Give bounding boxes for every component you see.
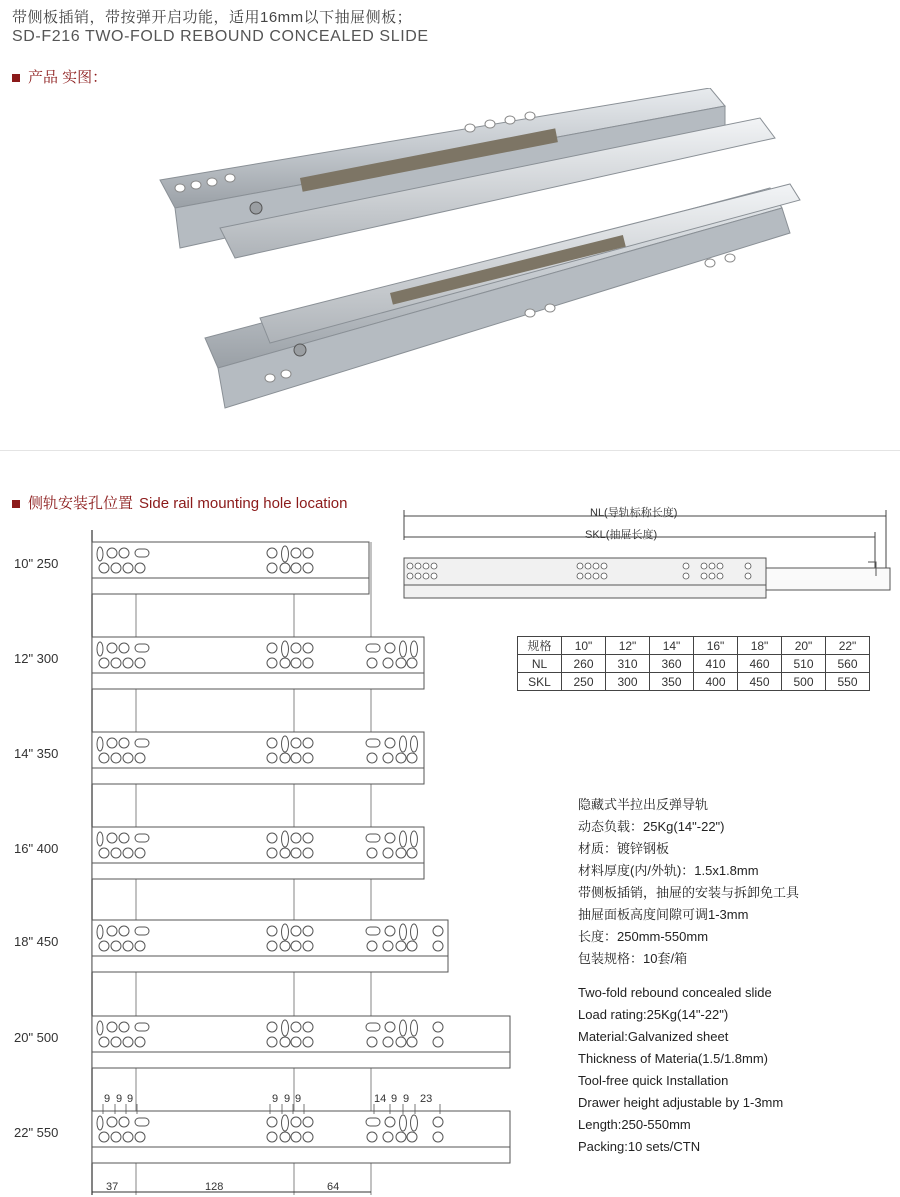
mount-hole (303, 1037, 313, 1047)
rail-outline (92, 920, 448, 956)
mount-hole (123, 1132, 133, 1142)
mount-hole (385, 1117, 395, 1127)
mount-slot (366, 834, 380, 842)
mount-hole (99, 658, 109, 668)
dim-9-d: 9 (272, 1093, 279, 1105)
mount-slot (366, 1023, 380, 1031)
spec-table (517, 636, 870, 691)
mount-hole (303, 658, 313, 668)
rail-lower (92, 673, 424, 689)
mount-hole (119, 1022, 129, 1032)
mount-hole (267, 848, 277, 858)
table-row (518, 637, 870, 655)
mount-hole (291, 738, 301, 748)
product-title-cn: 带侧板插销，带按弹开启功能，适用16mm以下抽屉侧板； (12, 9, 413, 26)
mount-slot (135, 1023, 149, 1031)
product-photo (150, 88, 810, 418)
dim-9-b: 9 (116, 1093, 123, 1105)
dim-14: 14 (374, 1093, 387, 1105)
mount-slot (97, 832, 103, 846)
mount-hole (267, 643, 277, 653)
dim-9-g: 9 (391, 1093, 398, 1105)
feature-line: Packing:10 sets/CTN (578, 1139, 701, 1154)
mount-slot (400, 1115, 407, 1131)
table-header-cell: 14" (650, 637, 694, 655)
mount-hole (135, 563, 145, 573)
mount-hole (267, 1037, 277, 1047)
mount-hole (367, 941, 377, 951)
mount-slot (282, 1020, 289, 1036)
rail-size-label: 20" 500 (14, 1030, 59, 1045)
feature-line: Length:250-550mm (578, 1117, 691, 1132)
skl-label: SKL(抽屉长度) (585, 529, 658, 541)
mount-hole (111, 563, 121, 573)
mount-hole (123, 1037, 133, 1047)
bullet-icon (12, 74, 20, 82)
rail-lower (92, 1147, 510, 1163)
mount-hole (433, 1117, 443, 1127)
mount-hole (267, 926, 277, 936)
rail-size-label: 22" 550 (14, 1125, 59, 1140)
mount-hole (119, 548, 129, 558)
dim-9-h: 9 (403, 1093, 410, 1105)
mount-hole (396, 941, 406, 951)
mount-slot (135, 549, 149, 557)
table-cell: 410 (694, 655, 738, 673)
mount-hole (383, 658, 393, 668)
mount-hole (383, 753, 393, 763)
mount-slot (400, 831, 407, 847)
mount-hole (433, 1022, 443, 1032)
mount-slot (411, 641, 418, 657)
mount-hole (291, 848, 301, 858)
mount-hole (433, 1132, 443, 1142)
feature-line: 动态负载：25Kg(14"-22") (578, 819, 725, 834)
mount-hole (291, 833, 301, 843)
mount-hole (280, 658, 290, 668)
mount-slot (97, 925, 103, 939)
section-photo-heading (12, 66, 107, 87)
mount-hole (123, 563, 133, 573)
mount-hole (267, 738, 277, 748)
feature-line: 材质：镀锌钢板 (578, 841, 670, 856)
mount-hole (396, 1037, 406, 1047)
dim-37: 37 (106, 1181, 119, 1193)
mount-hole (135, 753, 145, 763)
nl-label: NL(导轨标称长度) (590, 507, 678, 519)
mount-hole (291, 548, 301, 558)
table-cell: SKL (518, 673, 562, 691)
mount-hole (367, 658, 377, 668)
mount-hole (303, 1022, 313, 1032)
mount-hole (385, 926, 395, 936)
mount-hole (99, 1132, 109, 1142)
mount-hole (385, 643, 395, 653)
dim-23: 23 (420, 1093, 433, 1105)
mount-slot (400, 736, 407, 752)
mount-hole (119, 833, 129, 843)
mount-hole (107, 833, 117, 843)
mount-hole (303, 738, 313, 748)
mount-hole (367, 753, 377, 763)
table-row (518, 673, 870, 691)
rail-size-label: 16" 400 (14, 841, 59, 856)
mount-slot (400, 924, 407, 940)
mount-hole (407, 941, 417, 951)
mount-hole (367, 1037, 377, 1047)
mount-hole (107, 926, 117, 936)
rail-outline (92, 732, 424, 768)
table-header-cell: 12" (606, 637, 650, 655)
mount-hole (123, 658, 133, 668)
table-cell: 460 (738, 655, 782, 673)
table-cell: 300 (606, 673, 650, 691)
feature-line: Thickness of Materia(1.5/1.8mm) (578, 1051, 769, 1066)
dim-128: 128 (205, 1181, 224, 1193)
mount-hole (291, 643, 301, 653)
mount-hole (99, 848, 109, 858)
mount-hole (396, 1132, 406, 1142)
mount-hole (267, 1022, 277, 1032)
table-cell: 450 (738, 673, 782, 691)
mount-hole (303, 833, 313, 843)
mount-slot (366, 739, 380, 747)
mount-hole (383, 848, 393, 858)
mount-hole (107, 1117, 117, 1127)
mount-hole (267, 941, 277, 951)
mount-hole (267, 1117, 277, 1127)
mount-hole (303, 926, 313, 936)
rail-lower (92, 578, 369, 594)
mount-hole (291, 1037, 301, 1047)
mount-hole (99, 753, 109, 763)
mount-hole (280, 563, 290, 573)
table-header-cell: 20" (782, 637, 826, 655)
rail-outline (92, 637, 424, 673)
feature-line: 长度：250mm-550mm (578, 929, 709, 944)
mount-slot (366, 1118, 380, 1126)
rail-size-label: 14" 350 (14, 746, 59, 761)
mount-hole (407, 658, 417, 668)
mount-hole (291, 1132, 301, 1142)
mount-hole (111, 658, 121, 668)
section-photo-label: 产品 实图： (28, 69, 108, 86)
mount-hole (267, 658, 277, 668)
mount-hole (291, 753, 301, 763)
rail-lower (92, 956, 448, 972)
mount-slot (282, 924, 289, 940)
feature-line: 带侧板插销，抽屉的安装与拆卸免工具 (578, 885, 800, 900)
mount-slot (411, 831, 418, 847)
mount-slot (135, 739, 149, 747)
dim-9-c: 9 (127, 1093, 134, 1105)
table-cell: 550 (826, 673, 870, 691)
feature-line: Load rating:25Kg(14"-22") (578, 1007, 729, 1022)
mount-hole (135, 1132, 145, 1142)
section-holes-label-en: Side rail mounting hole location (139, 495, 348, 512)
feature-line: 包装规格：10套/箱 (578, 951, 688, 966)
dim-64: 64 (327, 1181, 340, 1193)
mount-hole (303, 548, 313, 558)
mount-hole (111, 941, 121, 951)
mount-hole (383, 1037, 393, 1047)
mount-hole (107, 738, 117, 748)
mount-slot (135, 1118, 149, 1126)
section-holes-heading (12, 492, 347, 513)
mount-hole (407, 848, 417, 858)
mount-hole (135, 658, 145, 668)
mount-slot (135, 834, 149, 842)
mount-hole (433, 926, 443, 936)
mount-hole (107, 1022, 117, 1032)
mount-hole (123, 753, 133, 763)
section-divider (0, 450, 900, 451)
mount-hole (291, 926, 301, 936)
dim-9-f: 9 (295, 1093, 302, 1105)
mount-hole (407, 1132, 417, 1142)
rail-size-label: 10" 250 (14, 556, 59, 571)
mount-hole (135, 1037, 145, 1047)
mount-hole (291, 1022, 301, 1032)
mount-slot (411, 1020, 418, 1036)
feature-line: 隐藏式半拉出反弹导轨 (578, 797, 709, 812)
table-cell: 500 (782, 673, 826, 691)
dim-9-e: 9 (284, 1093, 291, 1105)
mount-hole (367, 1132, 377, 1142)
table-header-cell: 16" (694, 637, 738, 655)
mount-slot (97, 642, 103, 656)
mount-hole (291, 1117, 301, 1127)
mount-hole (111, 753, 121, 763)
mount-hole (385, 833, 395, 843)
mount-hole (280, 753, 290, 763)
rail-outline (92, 827, 424, 863)
mount-hole (396, 753, 406, 763)
mount-hole (267, 548, 277, 558)
mount-hole (383, 941, 393, 951)
table-row (518, 655, 870, 673)
mount-hole (303, 941, 313, 951)
mount-slot (366, 927, 380, 935)
mount-hole (111, 1037, 121, 1047)
bullet-icon (12, 500, 20, 508)
mount-hole (433, 941, 443, 951)
mount-slot (97, 1021, 103, 1035)
mount-hole (119, 738, 129, 748)
mount-hole (367, 848, 377, 858)
mount-hole (385, 738, 395, 748)
mount-hole (135, 848, 145, 858)
section-holes-label-cn: 侧轨安装孔位置 (28, 495, 134, 512)
table-header-cell: 22" (826, 637, 870, 655)
mount-hole (280, 848, 290, 858)
feature-line: Two-fold rebound concealed slide (578, 985, 772, 1000)
mount-slot (97, 737, 103, 751)
feature-line: Drawer height adjustable by 1-3mm (578, 1095, 784, 1110)
mount-hole (119, 926, 129, 936)
mount-slot (366, 644, 380, 652)
feature-line: Material:Galvanized sheet (578, 1029, 729, 1044)
dim-9-a: 9 (104, 1093, 111, 1105)
mount-hole (99, 941, 109, 951)
features-cn (578, 794, 799, 970)
mount-hole (267, 753, 277, 763)
mount-hole (396, 658, 406, 668)
table-cell: 250 (562, 673, 606, 691)
table-cell: 260 (562, 655, 606, 673)
feature-line: Tool-free quick Installation (578, 1073, 729, 1088)
mount-slot (411, 924, 418, 940)
mount-slot (400, 641, 407, 657)
table-header-cell: 规格 (518, 637, 562, 655)
mount-slot (400, 1020, 407, 1036)
rail-lower (92, 768, 424, 784)
rail-lower (92, 1052, 510, 1068)
table-cell: 310 (606, 655, 650, 673)
mount-hole (280, 1037, 290, 1047)
rail-outline (92, 1016, 510, 1052)
feature-line: 抽屉面板高度间隙可调1-3mm (578, 907, 749, 922)
mount-slot (135, 644, 149, 652)
mount-slot (282, 831, 289, 847)
mount-slot (97, 547, 103, 561)
mount-hole (385, 1022, 395, 1032)
mount-hole (303, 643, 313, 653)
mount-hole (303, 563, 313, 573)
mount-hole (303, 848, 313, 858)
mount-slot (135, 927, 149, 935)
rail-size-label: 12" 300 (14, 651, 59, 666)
mount-hole (407, 753, 417, 763)
feature-line: 材料厚度(内/外轨)：1.5x1.8mm (578, 863, 759, 878)
mount-hole (99, 563, 109, 573)
mount-hole (303, 753, 313, 763)
rail-outline (92, 1111, 510, 1147)
mount-hole (267, 833, 277, 843)
mount-hole (111, 848, 121, 858)
mount-slot (97, 1116, 103, 1130)
table-cell: 510 (782, 655, 826, 673)
rail-lower (92, 863, 424, 879)
mount-hole (383, 1132, 393, 1142)
mount-hole (407, 1037, 417, 1047)
mount-slot (282, 641, 289, 657)
table-cell: NL (518, 655, 562, 673)
mount-hole (99, 1037, 109, 1047)
mount-slot (411, 1115, 418, 1131)
mount-hole (303, 1132, 313, 1142)
table-cell: 350 (650, 673, 694, 691)
mount-hole (291, 563, 301, 573)
table-header-cell: 10" (562, 637, 606, 655)
mount-hole (280, 1132, 290, 1142)
mount-hole (123, 848, 133, 858)
mount-hole (107, 548, 117, 558)
rail-size-label: 18" 450 (14, 934, 59, 949)
mount-hole (291, 658, 301, 668)
features-en (578, 982, 783, 1158)
mount-slot (282, 736, 289, 752)
mount-hole (433, 1037, 443, 1047)
mount-hole (280, 941, 290, 951)
mount-slot (282, 546, 289, 562)
table-cell: 360 (650, 655, 694, 673)
mount-hole (119, 1117, 129, 1127)
mount-hole (396, 848, 406, 858)
product-title-en: SD-F216 TWO-FOLD REBOUND CONCEALED SLIDE (12, 28, 429, 45)
mount-hole (123, 941, 133, 951)
mount-hole (107, 643, 117, 653)
mount-slot (411, 736, 418, 752)
mount-hole (267, 563, 277, 573)
table-header-cell: 18" (738, 637, 782, 655)
mount-hole (111, 1132, 121, 1142)
mount-hole (291, 941, 301, 951)
rail-outline (92, 542, 369, 578)
table-cell: 400 (694, 673, 738, 691)
mount-hole (267, 1132, 277, 1142)
mount-hole (119, 643, 129, 653)
mount-hole (135, 941, 145, 951)
mount-hole (303, 1117, 313, 1127)
table-cell: 560 (826, 655, 870, 673)
mount-slot (282, 1115, 289, 1131)
